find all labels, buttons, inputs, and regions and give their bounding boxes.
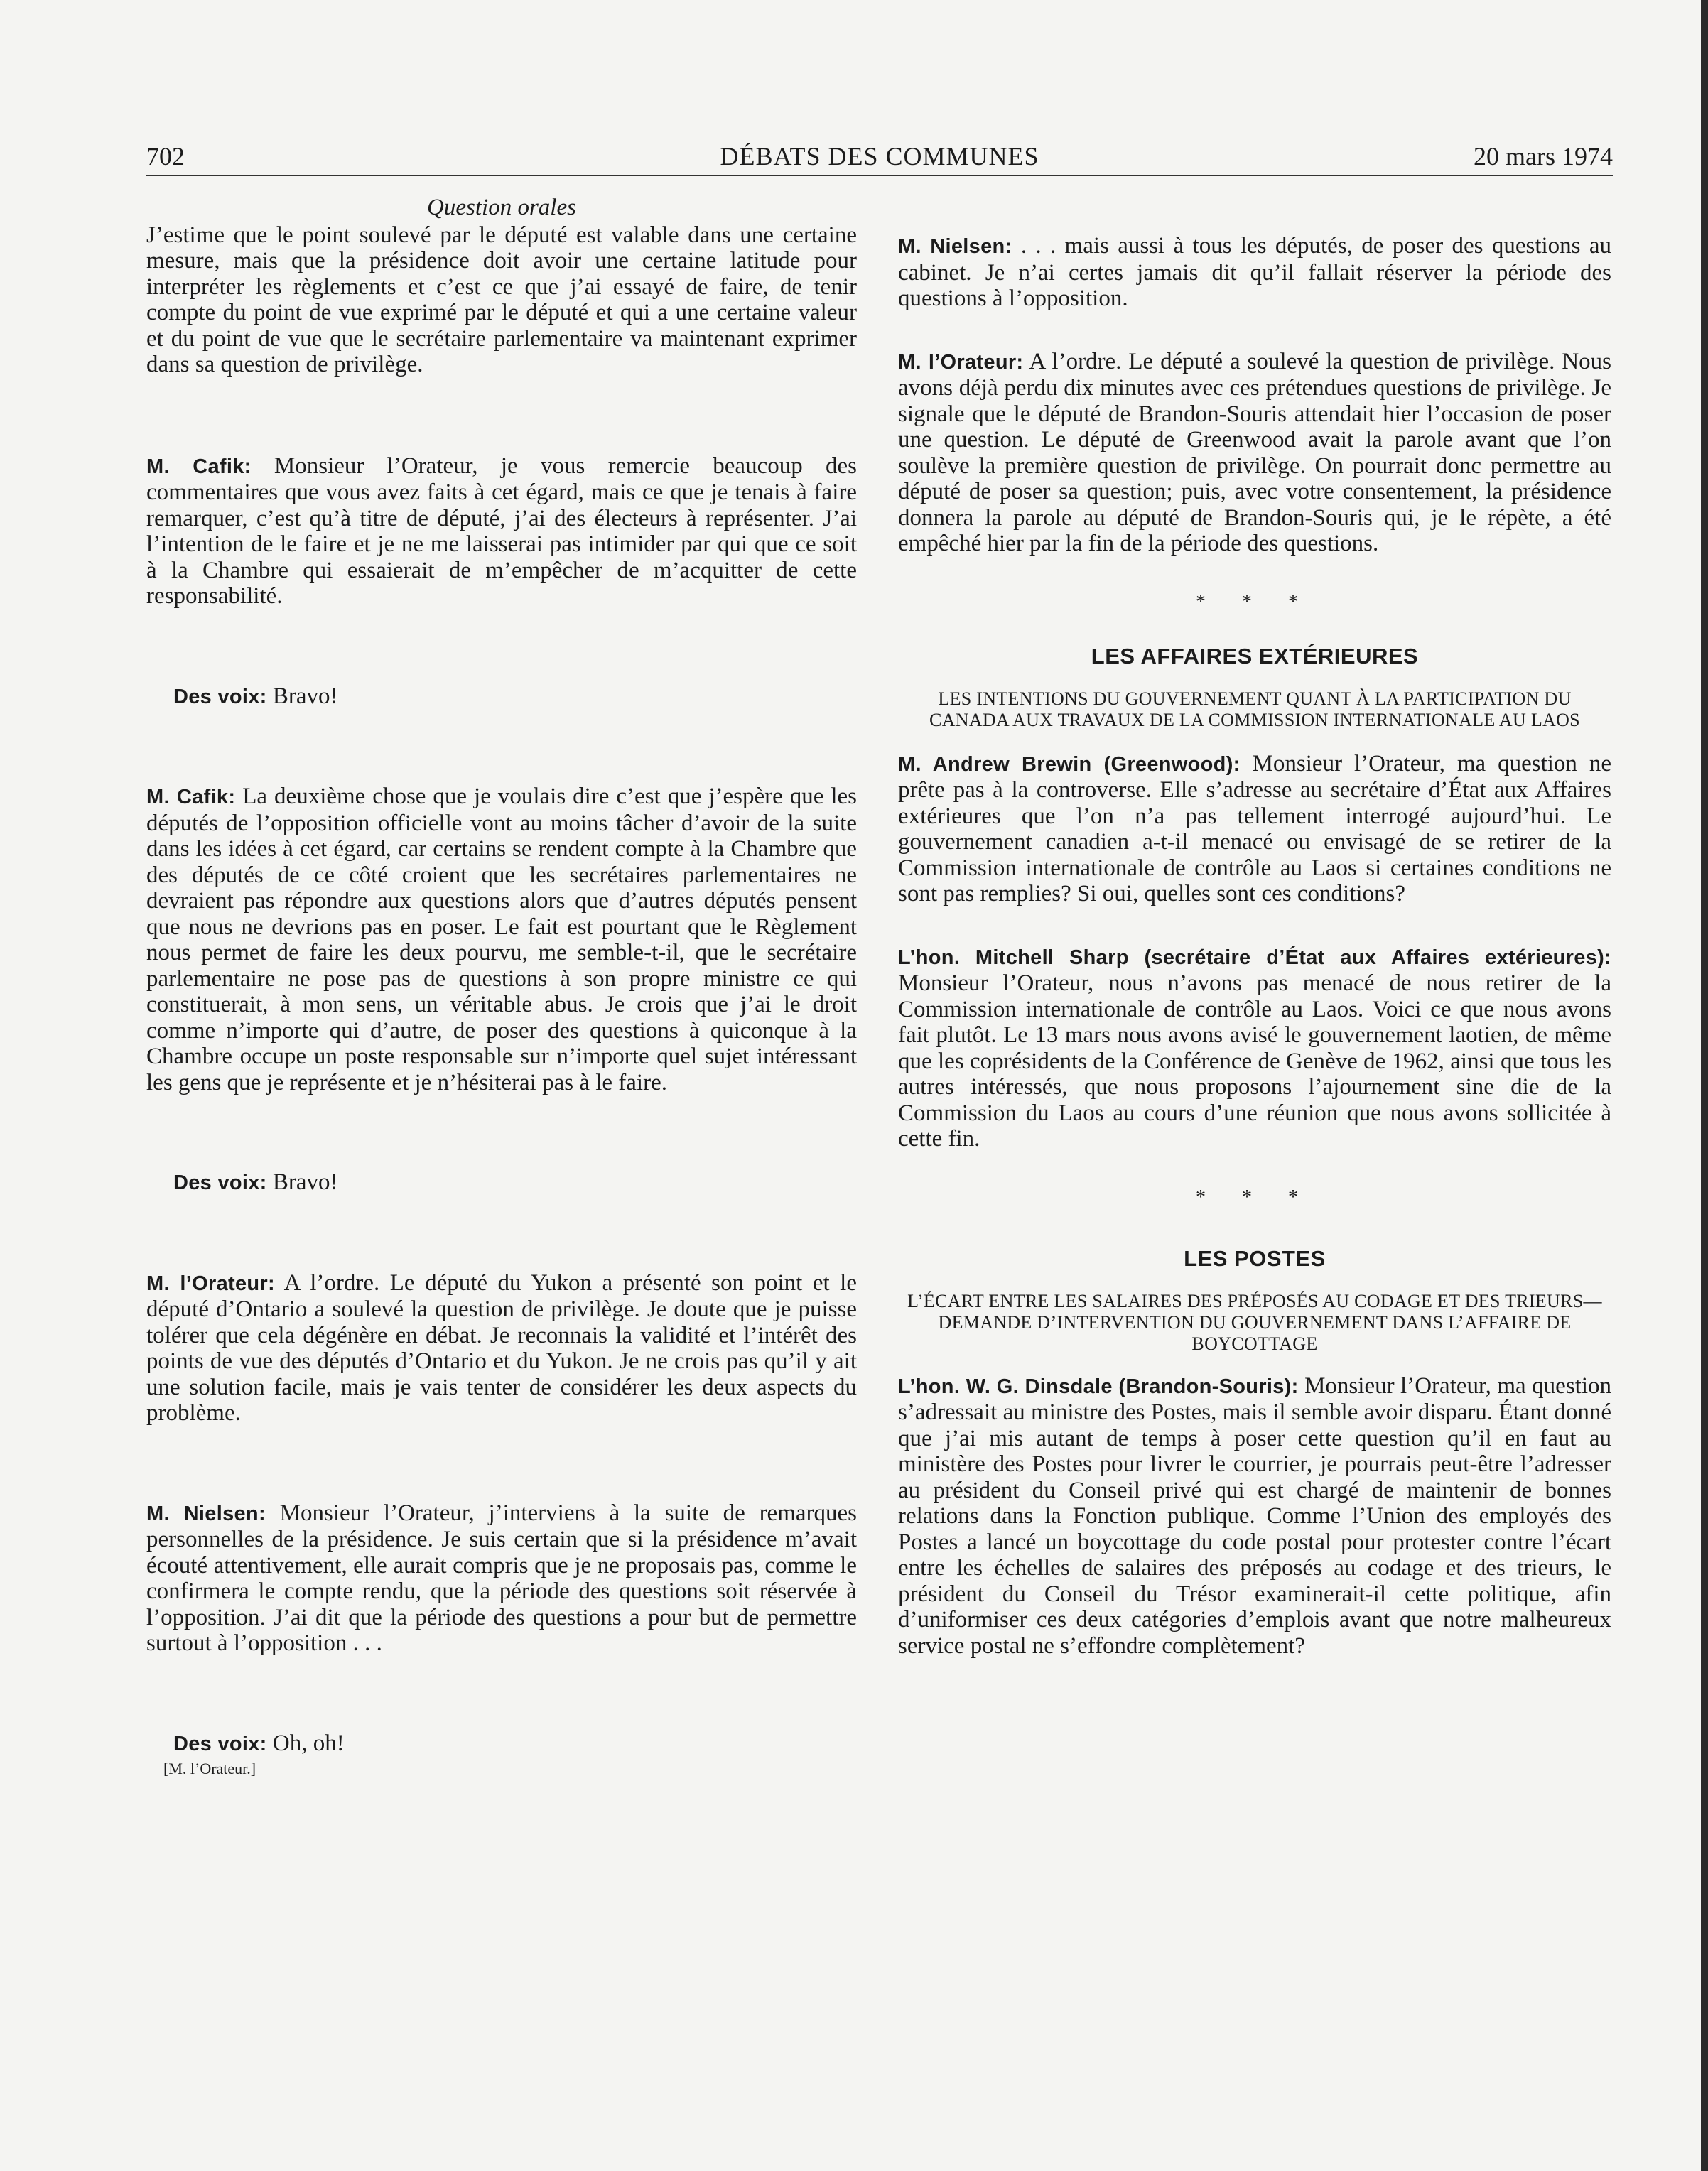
section-rubric: Question orales [427,195,576,220]
paragraph-text: . . . mais aussi à tous les députés, de poser des questions au cabinet. Je n’ai certes jamais dit qu’il fallait réserver la période des questions à l’opposition. [898,233,1611,311]
paragraph-text: Monsieur l’Orateur, j’interviens à la suite de remarques personnelles de la présidence. Je suis certain que si la présidence m’avait écouté attentivement, elle aurait compris que je ne proposais pas, comme le confirmera le compte rendu, que la période des questions soit réservée à l’opposition. J’ai dit que la période des questions a pour but de permettre surtout à l’opposition . . . [146,1500,857,1656]
paragraph-text: A l’ordre. Le député a soulevé la question de privilège. Nous avons déjà perdu dix minutes avec ces prétendues questions de privilège. Je signale que le député de Brandon-Souris attendait hier l’occasion de poser une question. Le député de Greenwood avait la parole avant que l’on soulève la première question de privilège. On pourrait donc permettre au député de poser sa question; puis, avec votre consentement, la présidence donnera la parole au député de Brandon-Souris qui, je le répète, a été empêché hier par la fin de la période des questions. [898,348,1611,556]
interjection [146,683,857,710]
journal-title: DÉBATS DES COMMUNES [720,142,1039,170]
page-header [146,139,1613,173]
paragraph [898,944,1611,1152]
paragraph [146,453,857,610]
section-subheading: LES INTENTIONS DU GOUVERNEMENT QUANT À LA PARTICIPATION DU CANADA AUX TRAVAUX DE LA COMMISSION INTERNATIONALE AU LAOS [929,688,1580,730]
paragraph-text: A l’ordre. Le député du Yukon a présenté son point et le député d’Ontario a soulevé la question de privilège. Je doute que je puisse tolérer que cela dégénère en débat. Je reconnais la validité et l’intérêt des points de vue des députés d’Ontario et du Yukon. Je ne crois pas qu’il y ait une solution facile, mais je vais tenter de considérer les deux aspects du problème. [146,1269,857,1426]
paragraph-text: J’estime que le point soulevé par le député est valable dans une certaine mesure, mais que la présidence doit avoir une certaine latitude pour interpréter les règlements et c’est ce que j’ai essayé de faire, de tenir compte du point de vue exprimé par le député et qui a une certaine valeur et du point de vue que le secrétaire parlementaire va maintenant exprimer dans sa question de privilège. [146,222,857,377]
speaker-name: M. Nielsen: [898,235,1012,258]
section-subheading: L’ÉCART ENTRE LES SALAIRES DES PRÉPOSÉS AU CODAGE ET DES TRIEURS—DEMANDE D’INTERVENTION DU GOUVERNEMENT DANS L’AFFAIRE DE BOYCOTTAGE [907,1290,1602,1354]
section-heading: LES POSTES [1184,1246,1326,1271]
speaker-name: M. Andrew Brewin (Greenwood): [898,752,1241,776]
paragraph [146,1270,857,1426]
right-column [898,233,1611,1659]
speaker-name: M. Cafik: [146,786,236,808]
paragraph [898,1373,1611,1660]
paragraph [146,1500,857,1657]
section-heading: LES AFFAIRES EXTÉRIEURES [1091,644,1419,668]
paragraph-text: Monsieur l’Orateur, je vous remercie beaucoup des commentaires que vous avez faits à cet égard, mais ce que je tenais à faire remarquer, c’est qu’à titre de député, j’ai des électeurs à représenter. J’ai l’intention de le faire et je ne me laisserai pas intimider par qui que ce soit à la Chambre qui essaierait de m’empêcher de m’acquitter de cette responsabilité. [146,453,857,609]
paragraph-text: La deuxième chose que je voulais dire c’est que j’espère que les députés de l’opposition officielle vont au moins tâcher d’avoir de la suite dans les idées à cet égard, car certains se rendent compte à la Chambre que des députés de ce côté croient que les secrétaires parlementaires ne devraient pas répondre aux questions alors que d’autres députés pensent que nous ne devrions pas en poser. Le fait est pourtant que le Règlement nous permet de faire les deux pourvu, me semble-t-il, que le secrétaire parlementaire ne pose pas de questions à son propre ministre ce qui constituerait, à mon sens, un véritable abus. Je crois que j’ai le droit comme n’importe qui d’autre, de poser des questions à quiconque à la Chambre occupe un poste responsable sur n’importe quel sujet intéressant les gens que je représente et je n’hésiterai pas à le faire. [146,784,858,1095]
paragraph [146,784,857,1095]
paragraph [898,349,1611,557]
speaker-name: Des voix: [173,1732,267,1755]
paragraph-text: Monsieur l’Orateur, nous n’avons pas menacé de nous retirer de la Commission internationale de contrôle au Laos. Voici ce que nous avons fait plutôt. Le 13 mars nous avons avisé le gouvernement laotien, de même que les coprésidents de la Conférence de Genève de 1962, ainsi que tous les autres intéressés, que nous proposons l’ajournement sine die de la Commission du Laos au cours d’une réunion que nous avons sollicitée à cette fin. [898,970,1611,1152]
interjection [146,1731,857,1758]
speaker-name: Des voix: [173,685,267,708]
speaker-bracket-note: [M. l’Orateur.] [163,1760,256,1777]
left-column [146,195,857,1778]
interjection-text: Bravo! [272,683,338,709]
speaker-name: Des voix: [173,1171,267,1194]
speaker-name: L’hon. W. G. Dinsdale (Brandon-Souris): [898,1375,1299,1398]
page-edge [1701,0,1708,2171]
interjection-text: Oh, oh! [272,1730,345,1756]
paragraph-text: Monsieur l’Orateur, ma question ne prête pas à la controverse. Elle s’adresse au secrétaire d’État aux Affaires extérieures que l’on n’a pas tellement interrogé aujourd’hui. Le gouvernement canadien a-t-il menacé ou envisagé de se retirer de la Commission internationale de contrôle au Laos si certaines conditions ne sont pas remplies? Si oui, quelles sont ces conditions? [898,750,1612,906]
paragraph-text: Monsieur l’Orateur, ma question s’adressait au ministre des Postes, mais il semble avoir disparu. Étant donné que j’ai mis autant de temps à poser cette question qu’il en faut au ministère des Postes pour livrer le courrier, je pourrais peut-être l’adresser au président du Conseil privé qui est chargé de maintenir de bonnes relations dans la Fonction publique. Comme l’Union des employés des Postes a lancé un boycottage du code postal pour protester contre l’écart entre les échelles de salaires des préposés au codage et des trieurs, le président du Conseil du Trésor examinerait-il cette politique, afin d’uniformiser ces deux catégories d’emplois avant que notre malheureux service postal ne s’effondre complètement? [898,1373,1612,1659]
section-separator: * * * [1196,590,1314,613]
interjection [146,1169,857,1196]
speaker-name: M. Cafik: [146,455,252,478]
speaker-name: M. l’Orateur: [898,350,1024,374]
speaker-name: M. l’Orateur: [146,1272,275,1295]
section-separator: * * * [1196,1186,1314,1208]
interjection-text: Bravo! [272,1169,338,1195]
page-date: 20 mars 1974 [1474,142,1613,170]
paragraph [898,233,1611,312]
speaker-name: L’hon. Mitchell Sharp (secrétaire d’État aux Affaires extérieures): [898,946,1611,969]
paragraph [898,751,1611,907]
header-rule [146,175,1613,176]
speaker-name: M. Nielsen: [146,1502,266,1525]
page-number: 702 [146,142,185,170]
paragraph [146,222,857,378]
